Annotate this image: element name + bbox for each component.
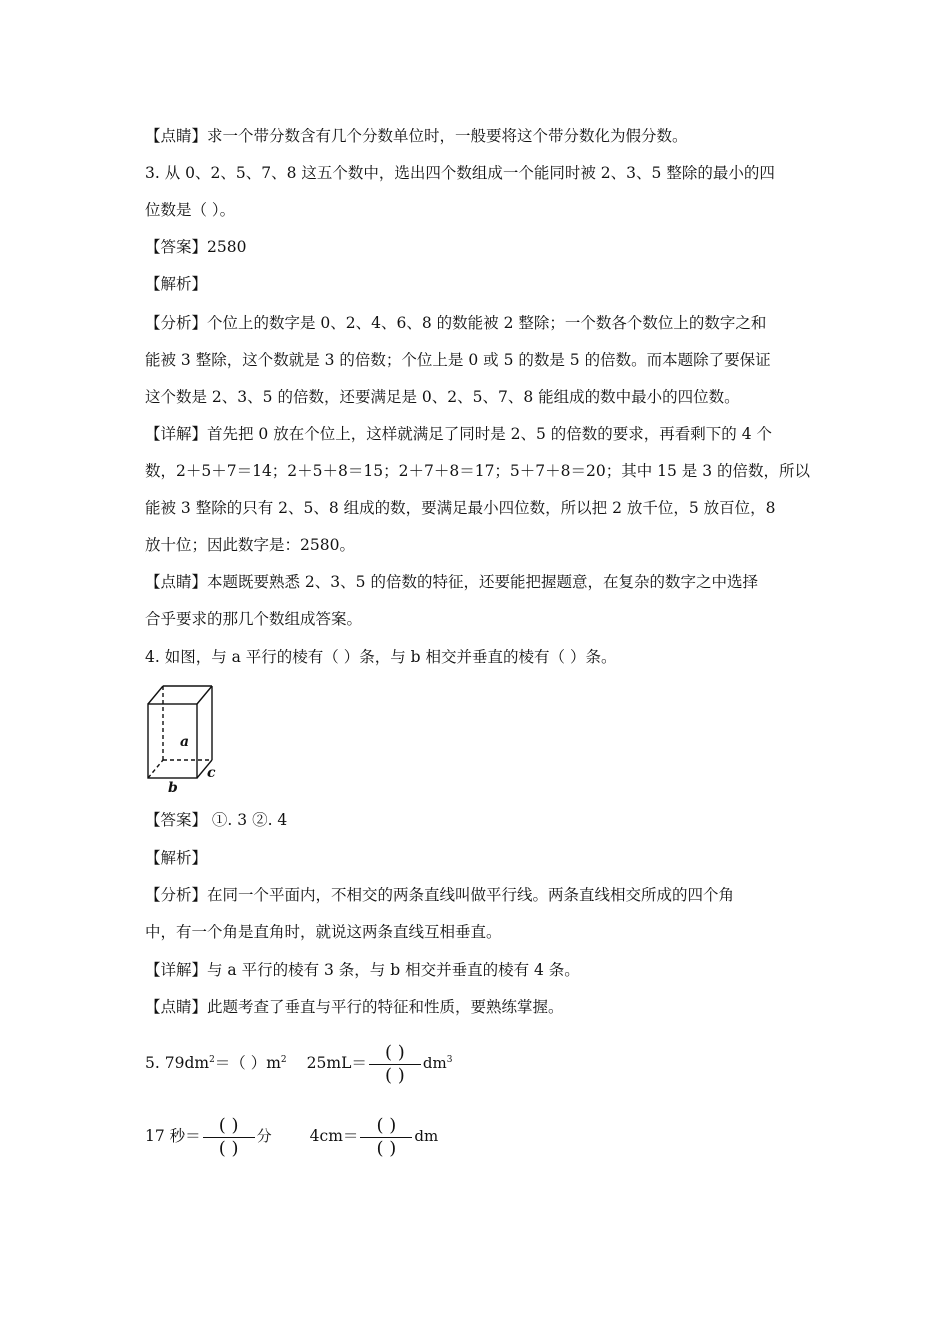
edge-label-a: a	[180, 734, 190, 750]
q4-answer: 【答案】 ①. 3 ②. 4	[145, 811, 288, 829]
q5-item2-exp: 3	[446, 1055, 453, 1065]
q5-item4-left: 4cm＝	[309, 1127, 359, 1145]
q3-answer: 【答案】2580	[145, 238, 247, 256]
q5-item3-fraction	[203, 1115, 255, 1160]
q5-row1	[145, 1032, 452, 1091]
q5-item2-fraction	[369, 1042, 421, 1087]
q3-detail-line2: 数，2＋5＋7＝14；2＋5＋8＝15；2＋7＋8＝17；5＋7＋8＝20；其中 15 是 3 的倍数，所以	[145, 462, 811, 480]
q5-item4-unit: dm	[414, 1127, 439, 1145]
q3-fenxi-line1: 【分析】个位上的数字是 0、2、4、6、8 的数能被 2 整除；一个数各个数位上的数字之和	[145, 314, 767, 332]
fraction-denominator-blank: ( )	[384, 1064, 405, 1086]
q5-row2	[145, 1108, 438, 1164]
fraction-numerator-blank: ( )	[384, 1041, 405, 1063]
fraction-numerator-blank: ( )	[376, 1114, 397, 1136]
q5-item3-unit: 分	[256, 1127, 272, 1145]
note-line	[145, 126, 688, 146]
q5-prefix: 5. 79dm	[145, 1054, 210, 1073]
q4-detail: 【详解】与 a 平行的棱有 3 条，与 b 相交并垂直的棱有 4 条。	[145, 961, 580, 979]
q4-fenxi-line2: 中，有一个角是直角时，就说这两条直线互相垂直。	[145, 923, 502, 941]
note-text: 求一个带分数含有几个分数单位时，一般要将这个带分数化为假分数。	[207, 127, 688, 145]
q5-eq-blank: ＝（ ）m	[214, 1054, 281, 1073]
q5-item4-fraction	[360, 1115, 412, 1160]
q5-item3-left: 17 秒＝	[145, 1127, 201, 1145]
q3-fenxi-line3: 这个数是 2、3、5 的倍数，还要满足是 0、2、5、7、8 能组成的数中最小的四位数。	[145, 388, 740, 406]
q5-eq-exp: 2	[280, 1055, 287, 1065]
q4-stem: 4. 如图，与 a 平行的棱有（ ）条，与 b 相交并垂直的棱有（ ）条。	[145, 648, 617, 666]
q5-exp: 2	[209, 1055, 215, 1065]
fraction-denominator-blank: ( )	[218, 1137, 239, 1159]
q3-note-line2: 合乎要求的那几个数组成答案。	[145, 610, 363, 628]
q3-detail-line4: 放十位；因此数字是：2580。	[145, 536, 355, 554]
edge-label-c: c	[207, 765, 216, 781]
q3-stem-line1: 3. 从 0、2、5、7、8 这五个数中，选出四个数组成一个能同时被 2、3、5 整除的最小的四	[145, 164, 775, 182]
q3-detail-line1: 【详解】首先把 0 放在个位上，这样就满足了同时是 2、5 的倍数的要求，再看剩下的 4 个	[145, 425, 773, 443]
q3-note-line1: 【点睛】本题既要熟悉 2、3、5 的倍数的特征，还要能把握题意，在复杂的数字之中选择	[145, 573, 758, 591]
q3-fenxi-line2: 能被 3 整除，这个数就是 3 的倍数；个位上是 0 或 5 的数是 5 的倍数。而本题除了要保证	[145, 351, 771, 369]
q4-note: 【点睛】此题考查了垂直与平行的特征和性质，要熟练掌握。	[145, 998, 564, 1016]
fraction-denominator-blank: ( )	[376, 1137, 397, 1159]
q4-fenxi-line1: 【分析】在同一个平面内，不相交的两条直线叫做平行线。两条直线相交所成的四个角	[145, 886, 735, 904]
q5-item2-left: 25mL＝	[306, 1054, 367, 1073]
q5-item2-unit: dm	[422, 1054, 447, 1073]
edge-label-b: b	[168, 780, 178, 794]
q3-analysis-heading: 【解析】	[145, 275, 208, 293]
q4-analysis-heading: 【解析】	[145, 849, 208, 867]
fraction-numerator-blank: ( )	[218, 1114, 239, 1136]
cuboid-figure	[143, 682, 223, 794]
q3-detail-line3: 能被 3 整除的只有 2、5、8 组成的数，要满足最小四位数，所以把 2 放千位，5 放百位，8	[145, 499, 776, 517]
q3-stem-line2: 位数是（ ）。	[145, 201, 236, 219]
note-tag: 【点睛】	[145, 127, 208, 145]
